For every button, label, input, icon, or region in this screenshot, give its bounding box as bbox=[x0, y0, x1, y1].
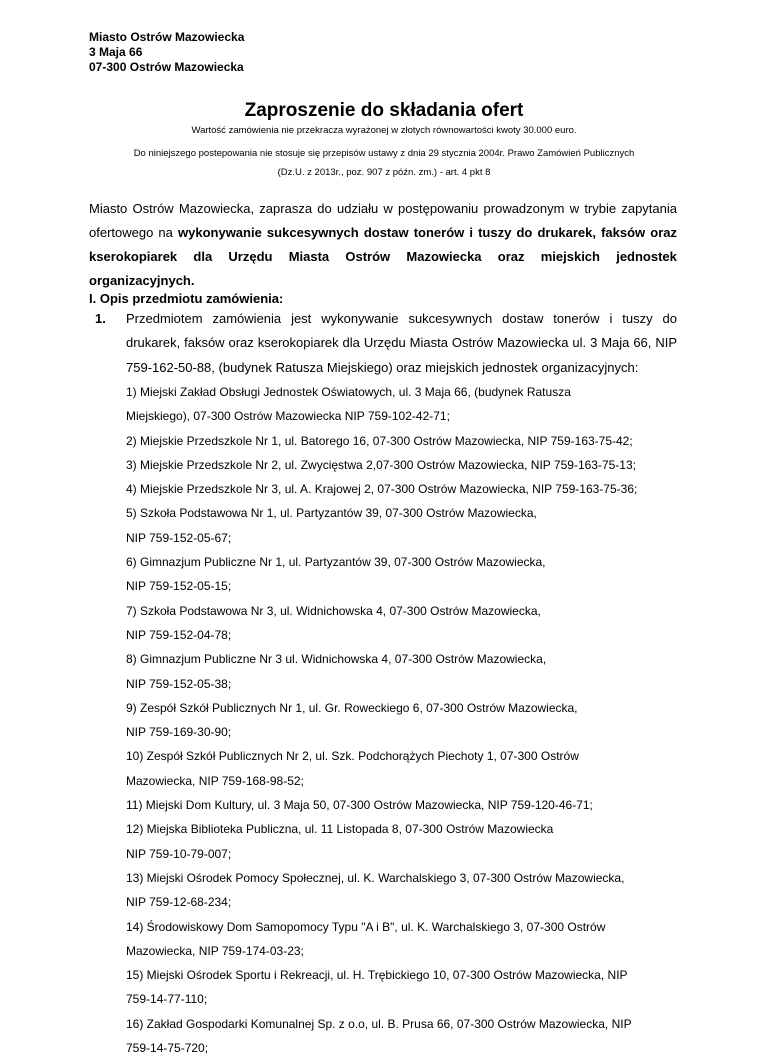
sender-name: Miasto Ostrów Mazowiecka bbox=[89, 30, 245, 44]
list-item: Mazowiecka, NIP 759-174-03-23; bbox=[126, 943, 304, 958]
list-item: 10) Zespół Szkół Publicznych Nr 2, ul. Szk. Podchorążych Piechoty 1, 07-300 Ostrów bbox=[126, 749, 579, 764]
document-title: Zaproszenie do składania ofert bbox=[244, 100, 524, 121]
intro-paragraph bbox=[89, 197, 677, 293]
list-item: 14) Środowiskowy Dom Samopomocy Typu "A i B", ul. K. Warchalskiego 3, 07-300 Ostrów bbox=[126, 919, 606, 934]
list-item: NIP 759-152-05-38; bbox=[126, 676, 232, 691]
list-item: 12) Miejska Biblioteka Publiczna, ul. 11 Listopada 8, 07-300 Ostrów Mazowiecka bbox=[126, 822, 554, 837]
list-item: 7) Szkoła Podstawowa Nr 3, ul. Widnichowska 4, 07-300 Ostrów Mazowiecka, bbox=[126, 603, 541, 618]
item-description: Przedmiotem zamówienia jest wykonywanie sukcesywnych dostaw tonerów i tuszy do drukarek, faksów oraz kserokopiarek dla Urzędu Miasta Ostrów Mazowiecka ul. 3 Maja 66, NIP 759-162-50-88, (budynek Ratusza Miejskiego) oraz miejskich jednostek organizacyjnych: bbox=[126, 311, 677, 375]
list-item: 13) Miejski Ośrodek Pomocy Społecznej, ul. K. Warchalskiego 3, 07-300 Ostrów Mazowiecka, bbox=[126, 870, 625, 885]
list-item: 9) Zespół Szkół Publicznych Nr 1, ul. Gr. Roweckiego 6, 07-300 Ostrów Mazowiecka, bbox=[126, 700, 578, 715]
list-item: 759-14-75-720; bbox=[126, 1041, 209, 1056]
list-item: 15) Miejski Ośrodek Sportu i Rekreacji, ul. H. Trębickiego 10, 07-300 Ostrów Mazowiecka, NIP bbox=[126, 968, 628, 983]
intro-bold-last: organizacyjnych. bbox=[89, 273, 195, 288]
subtitle-line-1: Wartość zamówienia nie przekracza wyrażonej w złotych równowartości kwoty 30.000 euro. bbox=[191, 125, 577, 136]
sender-city: 07-300 Ostrów Mazowiecka bbox=[89, 60, 244, 74]
list-item: NIP 759-152-04-78; bbox=[126, 627, 232, 642]
list-item: 16) Zakład Gospodarki Komunalnej Sp. z o.o, ul. B. Prusa 66, 07-300 Ostrów Mazowiecka, NIP bbox=[126, 1016, 632, 1031]
list-item: 759-14-77-110; bbox=[126, 992, 208, 1007]
list-item: NIP 759-169-30-90; bbox=[126, 725, 232, 740]
subtitle-line-2: Do niniejszego postepowania nie stosuje się przepisów ustawy z dnia 29 stycznia 2004r. Prawo Zamówień Publicznych bbox=[133, 148, 635, 159]
list-item: 11) Miejski Dom Kultury, ul. 3 Maja 50, 07-300 Ostrów Mazowiecka, NIP 759-120-46-71; bbox=[126, 798, 593, 813]
sender-address bbox=[89, 30, 244, 75]
section-heading: I. Opis przedmiotu zamówienia: bbox=[89, 291, 284, 306]
list-item: 2) Miejskie Przedszkole Nr 1, ul. Batorego 16, 07-300 Ostrów Mazowiecka, NIP 759-163-75-42; bbox=[126, 433, 633, 448]
intro-bold-subject: wykonywanie sukcesywnych dostaw tonerów i tuszy do drukarek, faksów oraz bbox=[178, 225, 677, 240]
units-list bbox=[126, 380, 686, 1060]
list-item: 3) Miejskie Przedszkole Nr 2, ul. Zwycięstwa 2,07-300 Ostrów Mazowiecka, NIP 759-163-75-13; bbox=[126, 457, 636, 472]
list-item: NIP 759-152-05-15; bbox=[126, 579, 232, 594]
list-item: 4) Miejskie Przedszkole Nr 3, ul. A. Krajowej 2, 07-300 Ostrów Mazowiecka, NIP 759-163-75-36; bbox=[126, 482, 638, 497]
item-number: 1. bbox=[95, 311, 106, 326]
list-item: 1) Miejski Zakład Obsługi Jednostek Oświatowych, ul. 3 Maja 66, (budynek Ratusza bbox=[126, 385, 571, 399]
intro-bold-line: kserokopiarek dla Urzędu Miasta Ostrów Mazowiecka oraz miejskich jednostek bbox=[89, 249, 677, 264]
list-item: 5) Szkoła Podstawowa Nr 1, ul. Partyzantów 39, 07-300 Ostrów Mazowiecka, bbox=[126, 506, 537, 521]
subtitle-line-3: (Dz.U. z 2013r., poz. 907 z późn. zm.) - art. 4 pkt 8 bbox=[277, 167, 491, 178]
sender-street: 3 Maja 66 bbox=[89, 45, 143, 59]
list-item: Mazowiecka, NIP 759-168-98-52; bbox=[126, 773, 304, 788]
list-item: NIP 759-10-79-007; bbox=[126, 846, 232, 861]
list-item: Miejskiego), 07-300 Ostrów Mazowiecka NIP 759-102-42-71; bbox=[126, 409, 450, 424]
list-item: NIP 759-152-05-67; bbox=[126, 530, 232, 545]
intro-text: Miasto Ostrów Mazowiecka, zaprasza do udziału w postępowaniu prowadzonym w trybie zapytania ofertowego na bbox=[89, 201, 677, 240]
list-item: NIP 759-12-68-234; bbox=[126, 895, 232, 910]
list-item: 8) Gimnazjum Publiczne Nr 3 ul. Widnichowska 4, 07-300 Ostrów Mazowiecka, bbox=[126, 652, 547, 667]
list-item: 6) Gimnazjum Publiczne Nr 1, ul. Partyzantów 39, 07-300 Ostrów Mazowiecka, bbox=[126, 555, 546, 570]
